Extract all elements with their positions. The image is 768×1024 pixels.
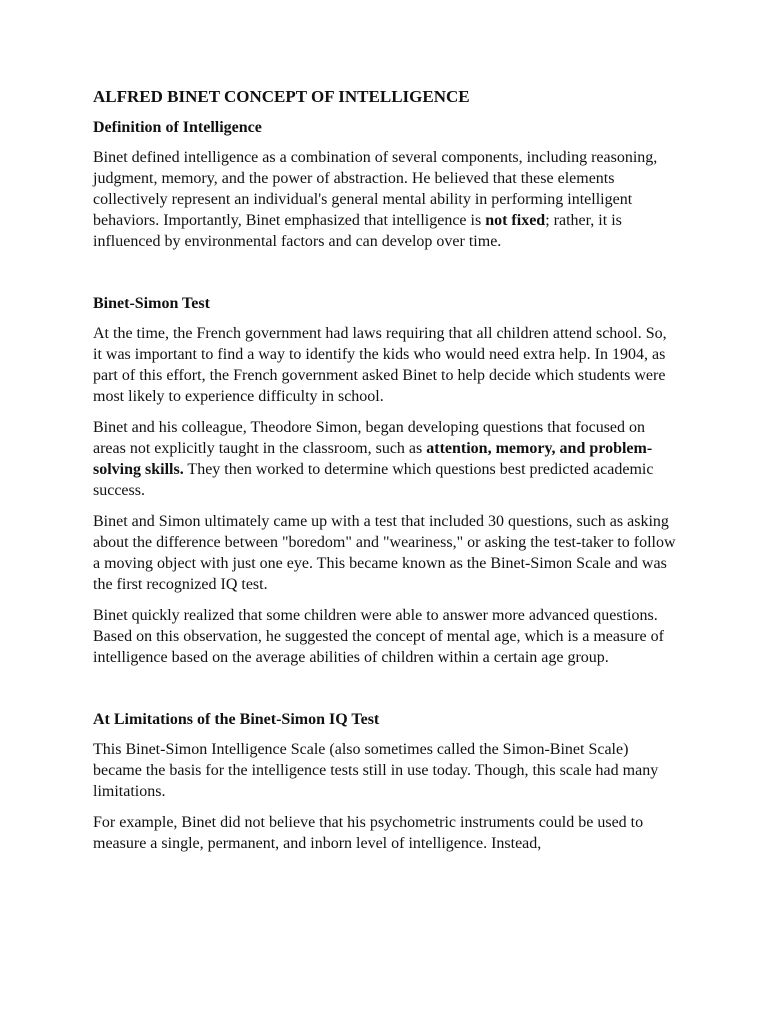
bold-text-skills: attention, memory, and problem-solving skills. <box>93 440 653 478</box>
document-page <box>93 86 678 864</box>
paragraph-french-government: At the time, the French government had laws requiring that all children attend school. So, it was important to find a way to identify the kids who would need extra help. In 1904, as part of this effort, the French government asked Binet to help decide which students were most likely to experience difficulty in school. <box>93 325 667 405</box>
paragraph-limitations-intro: This Binet-Simon Intelligence Scale (also sometimes called the Simon-Binet Scale) became the basis for the intelligence tests still in use today. Though, this scale had many limitations. <box>93 741 659 800</box>
document-title: ALFRED BINET CONCEPT OF INTELLIGENCE <box>93 87 470 106</box>
text-run: ; rather, it is influenced by environmental factors and can develop over time. <box>93 212 622 250</box>
text-run: Binet defined intelligence as a combination of several components, including reasoning, judgment, memory, and the power of abstraction. He believed that these elements collectively represent an individual's general mental ability in performing intelligent behaviors. Importantly, Binet emphasized that intelligence is <box>93 149 658 229</box>
text-run: They then worked to determine which questions best predicted academic success. <box>93 461 654 499</box>
section-heading-binet-simon-test: Binet-Simon Test <box>93 295 210 312</box>
paragraph-mental-age: Binet quickly realized that some children were able to answer more advanced questions. Based on this observation, he suggested the concept of mental age, which is a measure of intelligence based on the average abilities of children within a certain age group. <box>93 607 664 666</box>
paragraph-binet-simon-questions <box>93 417 678 501</box>
paragraph-definition <box>93 147 678 252</box>
section-heading-limitations: At Limitations of the Binet-Simon IQ Test <box>93 711 380 728</box>
paragraph-limitations-example: For example, Binet did not believe that his psychometric instruments could be used to measure a single, permanent, and inborn level of intelligence. Instead, <box>93 814 644 852</box>
bold-text-not-fixed: not fixed <box>485 212 546 229</box>
paragraph-binet-simon-scale: Binet and Simon ultimately came up with a test that included 30 questions, such as asking about the difference between "boredom" and "weariness," or asking the test-taker to follow a moving object with just one eye. This became known as the Binet-Simon Scale and was the first recognized IQ test. <box>93 513 676 593</box>
text-run: Binet and his colleague, Theodore Simon, began developing questions that focused on areas not explicitly taught in the classroom, such as <box>93 419 646 457</box>
section-heading-definition: Definition of Intelligence <box>93 119 262 136</box>
